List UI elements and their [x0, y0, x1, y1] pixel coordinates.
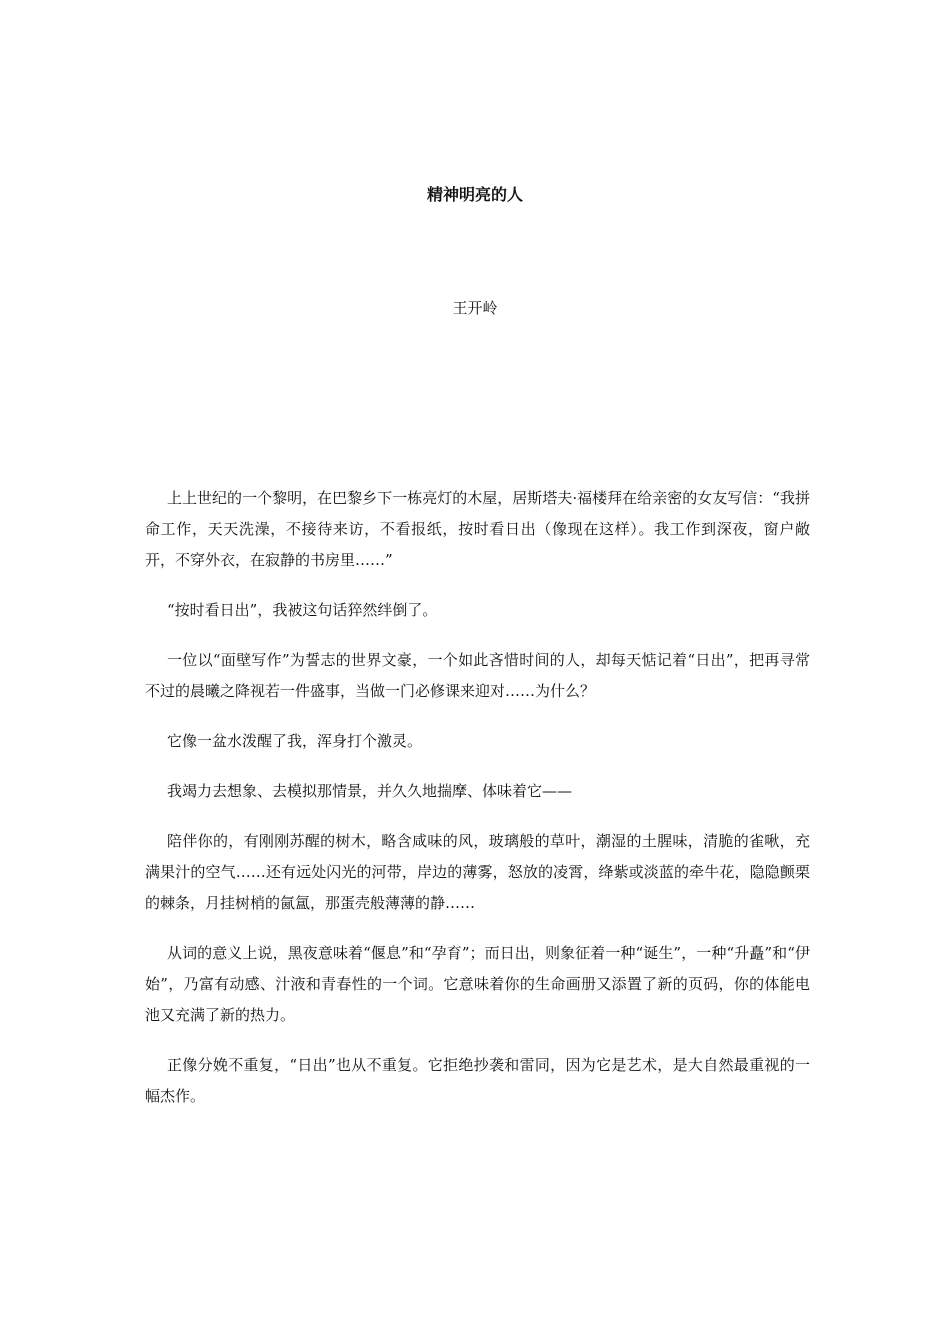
paragraph-8: 正像分娩不重复，“日出”也从不重复。它拒绝抄袭和雷同，因为它是艺术，是大自然最重视的一幅杰作。 [145, 1056, 810, 1105]
paragraph-4: 它像一盆水泼醒了我，浑身打个激灵。 [167, 732, 423, 750]
paragraph-5: 我竭力去想象、去模拟那情景，并久久地揣摩、体味着它—— [167, 782, 573, 800]
article-author: 王开岭 [452, 299, 498, 317]
paragraph-2: “按时看日出”，我被这句话猝然绊倒了。 [167, 601, 438, 619]
paragraph-6: 陪伴你的，有刚刚苏醒的树木，略含咸味的风，玻璃般的草叶，潮湿的土腥味，清脆的雀啾，充满果汁的空气……还有远处闪光的河带，岸边的薄雾，怒放的凌霄，绛紫或淡蓝的牵牛花，隐隐颤栗的棘条，月挂树梢的氤氲，那蛋壳般薄薄的静…… [145, 832, 810, 912]
article-title: 精神明亮的人 [426, 185, 523, 204]
article-body [145, 483, 810, 1131]
paragraph-1: 上上世纪的一个黎明，在巴黎乡下一栋亮灯的木屋，居斯塔夫·福楼拜在给亲密的女友写信：“我拼命工作，天天洗澡，不接待来访，不看报纸，按时看日出（像现在这样）。我工作到深夜，窗户敞开，不穿外衣，在寂静的书房里……” [145, 489, 810, 569]
paragraph-7: 从词的意义上说，黑夜意味着“偃息”和“孕育”；而日出，则象征着一种“诞生”，一种“升矗”和“伊始”，乃富有动感、汁液和青春性的一个词。它意味着你的生命画册又添置了新的页码，你的体能电池又充满了新的热力。 [145, 944, 810, 1024]
paragraph-3: 一位以“面壁写作”为誓志的世界文豪，一个如此吝惜时间的人，却每天惦记着“日出”，把再寻常不过的晨曦之降视若一件盛事，当做一门必修课来迎对……为什么？ [145, 651, 810, 700]
